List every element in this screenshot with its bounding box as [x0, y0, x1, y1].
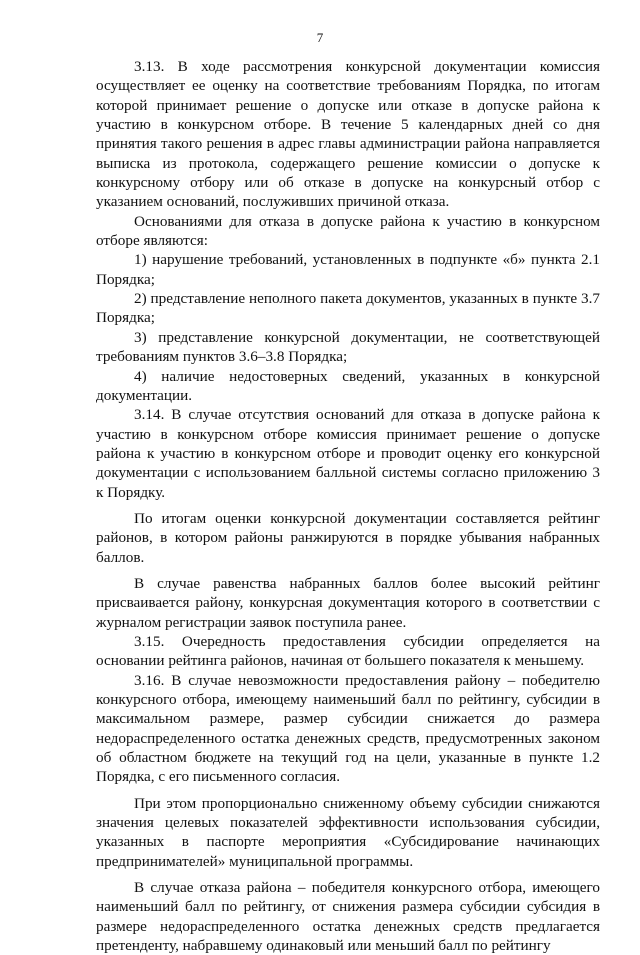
paragraph-refusal: В случае отказа района – победителя конкурсного отбора, имеющего наименьший балл по рейтингу, от снижения размера субсидии субсидия в размере недораспределенного остатка денежных средств предлагается претенденту, набравшему одинаковый или меньший балл по рейтингу [96, 879, 600, 955]
paragraph-3-14: 3.14. В случае отсутствия оснований для отказа в допуске района к участию в конкурсном отборе комиссия принимает решение о допуске района к участию в конкурсном отборе и проводит оценку его конкурсной документации с использованием балльной системы согласно приложению 3 к Порядку. [96, 406, 600, 501]
page-number: 7 [316, 30, 324, 45]
list-item-1: 1) нарушение требований, установленных в подпункте «б» пункта 2.1 Порядка; [96, 251, 600, 288]
paragraph-3-16: 3.16. В случае невозможности предоставления району – победителю конкурсного отбора, имеющему наименьший балл по рейтингу, субсидии в максимальном размере, размер субсидии снижается до размера недораспределенного остатка денежных средств, предусмотренных законом об областном бюджете на текущий год на цели, указанные в пункте 1.2 Порядка, с его письменного согласия. [96, 671, 600, 786]
paragraph-grounds-intro: Основаниями для отказа в допуске района к участию в конкурсном отборе являются: [96, 212, 600, 250]
list-item-2: 2) представление неполного пакета документов, указанных в пункте 3.7 Порядка; [96, 290, 600, 327]
paragraph-3-13: 3.13. В ходе рассмотрения конкурсной документации комиссия осуществляет ее оценку на соответствие требованиям Порядка, по итогам которой принимает решение о допуске или отказе в допуске района к участию в конкурсном отборе. В течение 5 календарных дней со дня принятия такого решения в адрес главы администрации района направляется выписка из протокола, содержащего решение комиссии о допуске к конкурсному отбору или об отказе в допуске на конкурсный отбор с указанием оснований, послуживших причиной отказа. [96, 58, 600, 211]
paragraph-3-15: 3.15. Очередность предоставления субсидии определяется на основании рейтинга районов, начиная от большего показателя к меньшему. [96, 632, 600, 670]
document-body [96, 57, 600, 955]
paragraph-rating: По итогам оценки конкурсной документации составляется рейтинг районов, в котором районы ранжируются в порядке убывания набранных баллов. [96, 509, 600, 566]
paragraph-equal-scores: В случае равенства набранных баллов более высокий рейтинг присваивается району, конкурсная документация которого в соответствии с журналом регистрации заявок поступила ранее. [96, 574, 600, 631]
list-item-3: 3) представление конкурсной документации, не соответствующей требованиям пунктов 3.6–3.8 Порядка; [96, 328, 600, 366]
paragraph-proportional-reduction: При этом пропорционально сниженному объему субсидии снижаются значения целевых показателей эффективности использования субсидии, указанных в паспорте мероприятия «Субсидирование начинающих предпринимателей» муниципальной программы. [96, 794, 600, 870]
list-item-4: 4) наличие недостоверных сведений, указанных в конкурсной документации. [96, 367, 600, 404]
